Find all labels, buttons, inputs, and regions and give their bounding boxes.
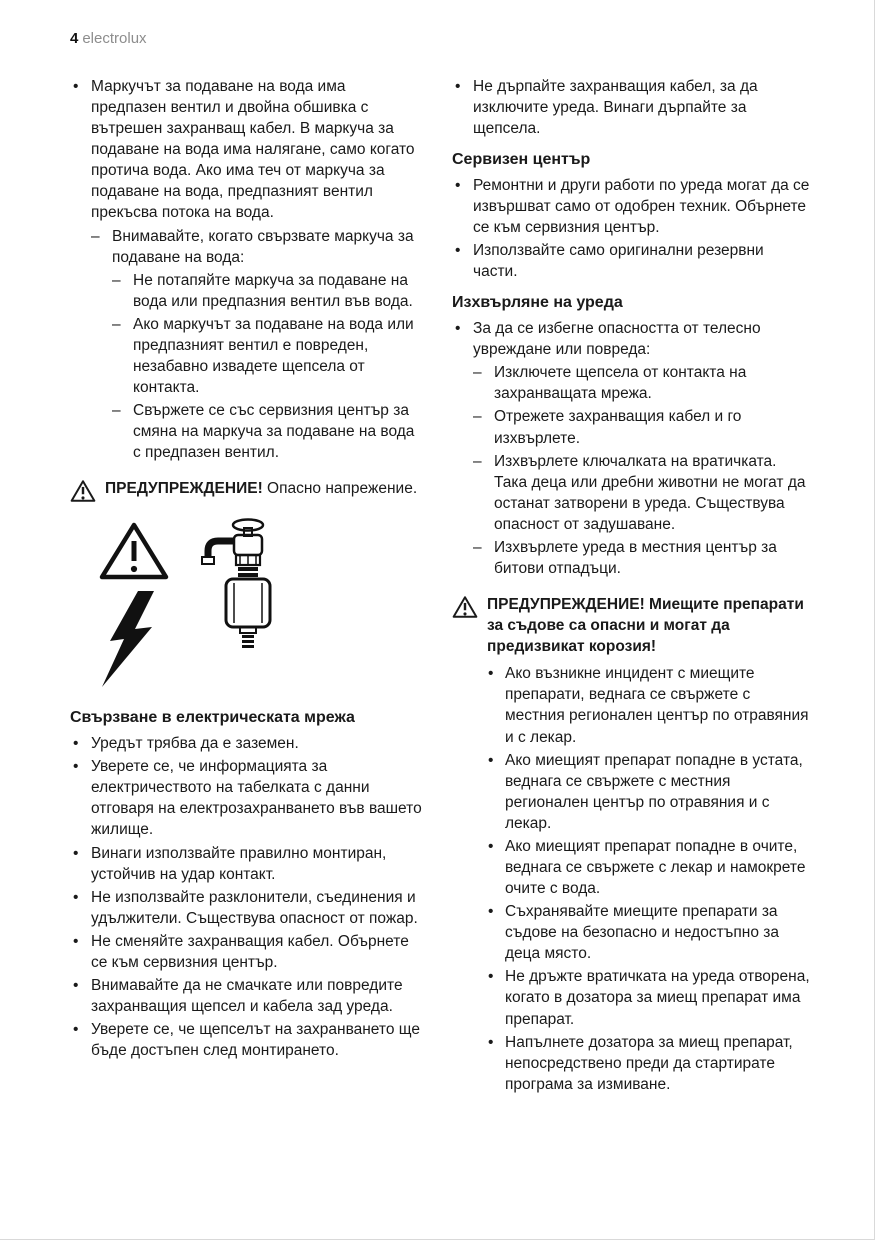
water-tap-safety-valve-icon [202, 520, 270, 649]
lightning-bolt-icon [102, 591, 154, 687]
list-item: • Ако миещият препарат попадне в очите, веднага се свържете с лекар и намокрете очите с вода. [486, 836, 812, 899]
list-item: • Използвайте само оригинални резервни части. [452, 240, 812, 282]
list-item: – Свържете се със сервизния център за смяна на маркуча за подаване на вода с предпазен вентил. [112, 400, 422, 463]
content-columns [70, 76, 812, 1097]
list-item: • Ако възникне инцидент с миещите препарати, веднага се свържете с местния регионален център по отравяния и с лекар. [486, 663, 812, 747]
warning-triangle-icon [70, 478, 96, 503]
page-number: 4 [70, 30, 79, 47]
warning-triangle-icon [102, 525, 166, 577]
list-item: • Винаги използвайте правилно монтиран, устойчив на удар контакт. [70, 843, 422, 885]
list-item: – Отрежете захранващия кабел и го изхвърлете. [473, 406, 812, 448]
list-item: • Съхранявайте миещите препарати за съдове на безопасно и недостъпно за деца място. [486, 901, 812, 964]
section-heading-electrical: Свързване в електрическата мрежа [70, 709, 355, 727]
list-item: – Изключете щепсела от контакта на захранващата мрежа. [473, 362, 812, 404]
list-item: – Внимавайте, когато свързвате маркуча за подаване на вода: [91, 226, 422, 268]
warning-triangle-icon [452, 594, 478, 657]
list-item: • Маркучът за подаване на вода има предпазен вентил и двойна обшивка с вътрешен захранващ кабел. В маркуча за подаване на вода има налягане, само когато протича вода. Ако има теч от маркуча за подаване на вода, предпазният вентил прекъсва потока на вода. [70, 76, 422, 224]
list-item: • Не сменяйте захранващия кабел. Обърнете се към сервизния център. [70, 931, 422, 973]
section-heading-disposal: Изхвърляне на уреда [452, 294, 623, 312]
warning-text: Опасно напрежение. [267, 480, 418, 498]
list-item: • Не дръжте вратичката на уреда отворена, когато в дозатора за миещ препарат има препарат. [486, 966, 812, 1029]
warning-block [452, 594, 812, 657]
list-item: • Напълнете дозатора за миещ препарат, непосредствено преди да стартирате програма за измиване. [486, 1032, 812, 1095]
left-column [70, 76, 422, 1097]
warning-text-block [105, 478, 422, 503]
list-item: • Ако миещият препарат попадне в устата, веднага се свържете с местния регионален център по отравяния и с лекар. [486, 750, 812, 834]
list-item: • За да се избегне опасността от телесно увреждане или повреда: [452, 318, 812, 360]
list-item: – Изхвърлете ключалката на вратичката. Така деца или дребни животни не могат да останат затворени в уреда. Съществува опасност от задушаване. [473, 451, 812, 535]
list-item: • Ремонтни и други работи по уреда могат да се извършват само от одобрен техник. Обърнете се към сервизния център. [452, 175, 812, 238]
list-item: • Уверете се, че щепселът на захранването ще бъде достъпен след монтирането. [70, 1019, 422, 1061]
list-item: • Внимавайте да не смачкате или повредите захранващия щепсел и кабела зад уреда. [70, 975, 422, 1017]
list-item: – Изхвърлете уреда в местния център за битови отпадъци. [473, 537, 812, 579]
list-item: – Не потапяйте маркуча за подаване на вода или предпазния вентил във вода. [112, 270, 422, 312]
brand-name: electrolux [82, 30, 147, 47]
warning-title: ПРЕДУПРЕЖДЕНИЕ! [105, 480, 263, 498]
warning-title: ПРЕДУПРЕЖДЕНИЕ! Миещите препарати за съдове са опасни и могат да предизвикат корозия! [487, 596, 804, 656]
list-item: • Не дърпайте захранващия кабел, за да изключите уреда. Винаги дърпайте за щепсела. [452, 76, 812, 139]
list-item: • Уредът трябва да е заземен. [70, 733, 422, 754]
hazard-illustration [86, 515, 422, 693]
warning-block [70, 478, 422, 503]
list-item: – Ако маркучът за подаване на вода или предпазният вентил е повреден, незабавно извадете щепсела от контакта. [112, 314, 422, 398]
section-heading-service: Сервизен център [452, 151, 591, 169]
page-header [70, 30, 147, 47]
list-item: • Не използвайте разклонители, съединения и удължители. Съществува опасност от пожар. [70, 887, 422, 929]
right-column [452, 76, 812, 1097]
list-item: • Уверете се, че информацията за електричеството на табелката с данни отговаря на електрозахранването във вашето жилище. [70, 756, 422, 840]
